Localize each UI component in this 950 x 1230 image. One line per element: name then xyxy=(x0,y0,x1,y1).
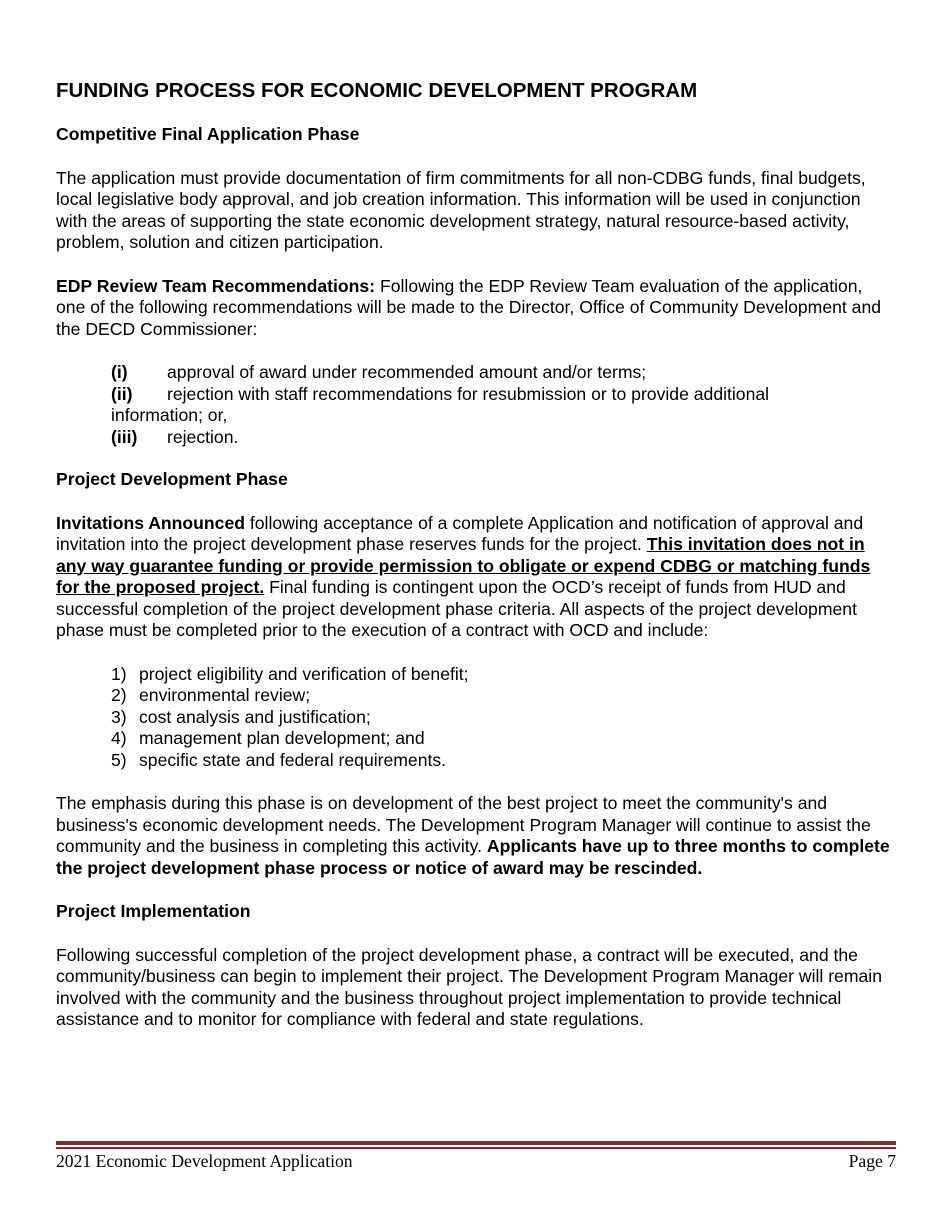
edp-body: Following the EDP Review Team evaluation of the application, one of the following recommendations will be made to the Director, Office of Community Development and the DECD Commissioner: xyxy=(56,275,882,339)
item-number: 4) xyxy=(111,728,127,748)
list-item xyxy=(111,685,896,707)
implementation-paragraph: Following successful completion of the project development phase, a contract will be executed, and the community/business can begin to implement their project. The Development Program Manager will remain involved with the community and the business throughout project implementation to provide technical assistance and to monitor for compliance with federal and state regulations. xyxy=(56,944,882,1029)
list-item xyxy=(111,664,896,686)
edp-paragraph xyxy=(56,276,896,341)
item-text: approval of award under recommended amount and/or terms; xyxy=(167,362,647,382)
item-number: (ii) xyxy=(111,383,133,404)
development-emphasis: This invitation does not in any way guarantee funding or provide permission to obligate or expend CDBG or matching funds for the proposed project. xyxy=(56,534,871,597)
development-lead: Invitations Announced xyxy=(56,512,245,533)
list-item xyxy=(111,362,896,384)
item-number: 2) xyxy=(111,685,127,705)
recommendation-list xyxy=(111,362,896,448)
item-number: 5) xyxy=(111,749,127,770)
footer-divider-thin xyxy=(56,1147,896,1149)
closing-text: The emphasis during this phase is on development of the best project to meet the community's and business's economic development needs. The Development Program Manager will continue to assist the community and the business in completing this activity. xyxy=(56,793,871,856)
item-number: (i) xyxy=(111,362,128,382)
section-heading-implementation: Project Implementation xyxy=(56,901,251,921)
development-paragraph xyxy=(56,513,896,642)
page-footer xyxy=(56,1151,896,1173)
item-number: 3) xyxy=(111,706,127,727)
emphasis-paragraph xyxy=(56,793,896,879)
footer-document-title: 2021 Economic Development Application xyxy=(56,1151,353,1171)
footer-page-number: Page 7 xyxy=(848,1151,896,1171)
item-text: rejection. xyxy=(167,426,239,447)
criteria-list xyxy=(111,664,896,772)
section-heading-development: Project Development Phase xyxy=(56,469,288,489)
item-text: management plan development; and xyxy=(139,728,425,748)
item-number: 1) xyxy=(111,663,127,684)
item-text: specific state and federal requirements. xyxy=(139,749,447,770)
page-title: FUNDING PROCESS FOR ECONOMIC DEVELOPMENT PROGRAM xyxy=(56,79,698,102)
footer-divider xyxy=(56,1141,896,1145)
item-text: cost analysis and justification; xyxy=(139,706,371,727)
list-item xyxy=(111,427,896,449)
item-text: project eligibility and verification of benefit; xyxy=(139,663,469,684)
development-body-2: Final funding is contingent upon the OCD’s receipt of funds from HUD and successful completion of the project development phase criteria. All aspects of the project development phase must be completed prior to the execution of a contract with OCD and include: xyxy=(56,577,857,640)
development-body-1: following acceptance of a complete Application and notification of approval and invitation into the project development phase reserves funds for the project. xyxy=(56,512,864,554)
item-number: (iii) xyxy=(111,426,138,447)
list-item xyxy=(111,750,896,772)
page-content xyxy=(56,78,896,1031)
list-item-continuation: information; or, xyxy=(111,405,228,425)
section-heading-competitive: Competitive Final Application Phase xyxy=(56,124,360,144)
item-text: environmental review; xyxy=(139,685,311,705)
closing-bold: Applicants have up to three months to complete the project development phase process or notice of award may be rescinded. xyxy=(56,836,890,878)
list-item xyxy=(111,728,896,750)
competitive-paragraph: The application must provide documentation of firm commitments for all non-CDBG funds, final budgets, local legislative body approval, and job creation information. This information will be used in conjunction with the areas of supporting the state economic development strategy, natural resource-based activity, problem, solution and citizen participation. xyxy=(56,167,866,252)
list-item xyxy=(111,384,896,406)
list-item xyxy=(111,707,896,729)
edp-lead: EDP Review Team Recommendations: xyxy=(56,275,376,296)
item-text: rejection with staff recommendations for resubmission or to provide additional xyxy=(167,383,770,404)
